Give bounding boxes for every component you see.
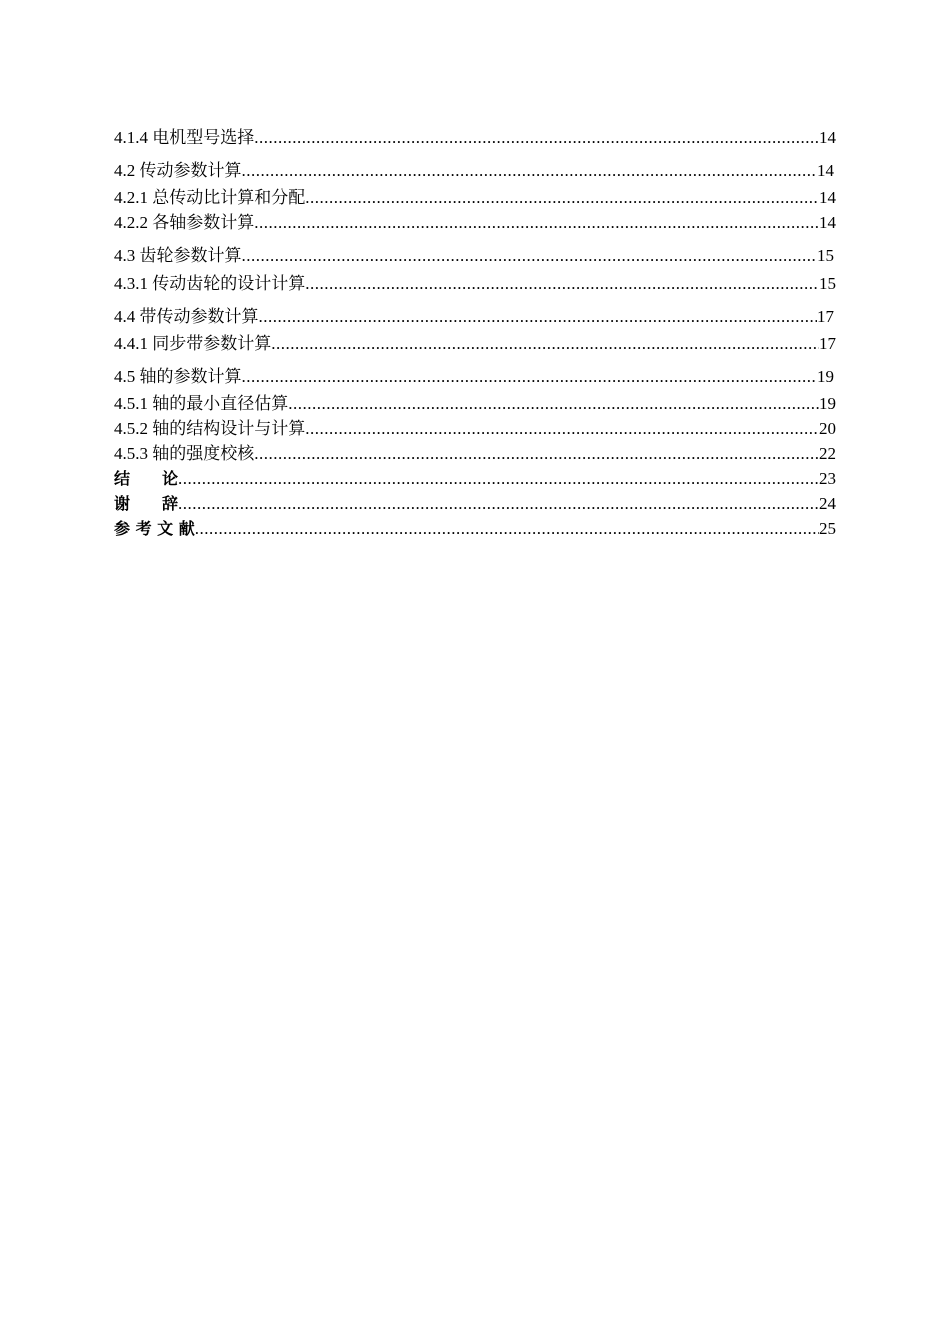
- toc-dot-leader: [242, 244, 818, 268]
- toc-page-number: 15: [819, 274, 836, 293]
- toc-entry-4-5-1[interactable]: [114, 392, 836, 416]
- toc-dot-leader: [305, 272, 819, 296]
- toc-entry-conclusion[interactable]: [114, 467, 836, 491]
- toc-entry-label: 4.2.2 各轴参数计算: [114, 213, 255, 232]
- toc-dot-leader: [305, 417, 819, 441]
- toc-dot-leader: [195, 517, 819, 541]
- toc-entry-acknowledgements[interactable]: [114, 492, 836, 516]
- toc-dot-leader: [288, 392, 819, 416]
- toc-page-number: 22: [819, 444, 836, 463]
- toc-page-number: 23: [819, 469, 836, 488]
- toc-entry-4-3-1[interactable]: [114, 272, 836, 296]
- toc-page-number: 14: [819, 128, 836, 147]
- toc-page-number: 17: [819, 334, 836, 353]
- toc-dot-leader: [254, 211, 819, 235]
- toc-entry-label: 4.5 轴的参数计算: [114, 367, 242, 386]
- toc-entry-label: 结 论: [114, 469, 179, 488]
- toc-entry-label: 4.3 齿轮参数计算: [114, 246, 242, 265]
- toc-entry-label: 4.4 带传动参数计算: [114, 307, 259, 326]
- toc-dot-leader: [254, 126, 819, 150]
- toc-page-number: 15: [817, 246, 834, 265]
- toc-entry-label: 谢 辞: [114, 494, 179, 513]
- toc-dot-leader: [305, 186, 819, 210]
- toc-entry-label: 4.4.1 同步带参数计算: [114, 334, 272, 353]
- toc-dot-leader: [178, 467, 819, 491]
- toc-dot-leader: [254, 442, 819, 466]
- toc-dot-leader: [259, 305, 818, 329]
- toc-entry-label: 4.5.2 轴的结构设计与计算: [114, 419, 306, 438]
- toc-dot-leader: [178, 492, 819, 516]
- toc-entry-4-5[interactable]: [114, 365, 834, 389]
- toc-entry-4-2-1[interactable]: [114, 186, 836, 210]
- toc-page-number: 20: [819, 419, 836, 438]
- toc-entry-references[interactable]: [114, 517, 836, 541]
- toc-entry-4-2[interactable]: [114, 159, 834, 183]
- toc-dot-leader: [242, 365, 818, 389]
- toc-entry-label: 4.1.4 电机型号选择: [114, 128, 255, 147]
- toc-dot-leader: [242, 159, 818, 183]
- toc-entry-4-1-4[interactable]: [114, 126, 836, 150]
- toc-page-number: 24: [819, 494, 836, 513]
- toc-page-number: 17: [817, 307, 834, 326]
- toc-entry-label: 4.5.3 轴的强度校核: [114, 444, 255, 463]
- toc-page-number: 19: [819, 394, 836, 413]
- toc-entry-label: 4.3.1 传动齿轮的设计计算: [114, 274, 306, 293]
- toc-entry-4-3[interactable]: [114, 244, 834, 268]
- toc-entry-4-2-2[interactable]: [114, 211, 836, 235]
- toc-page-number: 14: [819, 188, 836, 207]
- toc-entry-4-4[interactable]: [114, 305, 834, 329]
- toc-entry-4-5-3[interactable]: [114, 442, 836, 466]
- toc-page-number: 25: [819, 519, 836, 538]
- toc-entry-label: 4.2.1 总传动比计算和分配: [114, 188, 306, 207]
- toc-dot-leader: [271, 332, 819, 356]
- toc-page-number: 14: [819, 213, 836, 232]
- toc-entry-label: 4.2 传动参数计算: [114, 161, 242, 180]
- toc-page-number: 14: [817, 161, 834, 180]
- toc-page-number: 19: [817, 367, 834, 386]
- toc-entry-4-5-2[interactable]: [114, 417, 836, 441]
- toc-entry-label: 4.5.1 轴的最小直径估算: [114, 394, 289, 413]
- toc-entry-label: 参 考 文 献: [114, 519, 195, 538]
- toc-entry-4-4-1[interactable]: [114, 332, 836, 356]
